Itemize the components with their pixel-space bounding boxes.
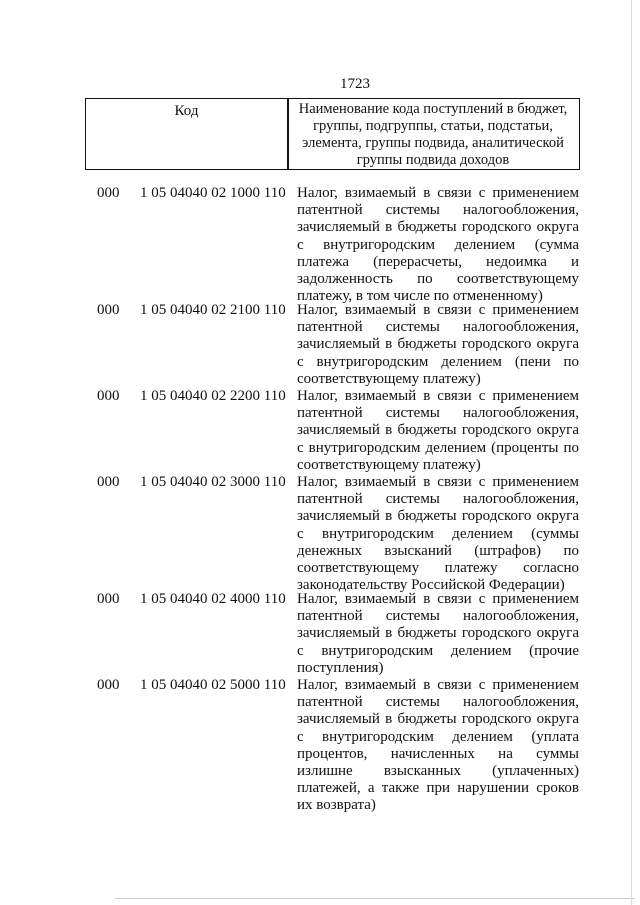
budget-code: 1 05 04040 02 2100 110 xyxy=(140,302,286,318)
table-body xyxy=(0,185,640,817)
scan-edge-right xyxy=(631,0,632,905)
budget-code: 1 05 04040 02 5000 110 xyxy=(140,677,286,693)
table-row xyxy=(0,302,640,388)
budget-code: 1 05 04040 02 4000 110 xyxy=(140,591,286,607)
admin-code: 000 xyxy=(97,677,120,693)
table-row xyxy=(0,474,640,594)
admin-code: 000 xyxy=(97,388,120,404)
scan-edge-bottom xyxy=(115,898,635,899)
code-description: Налог, взимаемый в связи с применением патентной системы налогообложения, зачисляемый в бюджеты городского округа с внутригородским делением (прочие поступления) xyxy=(297,591,579,676)
admin-code: 000 xyxy=(97,185,120,201)
table-row xyxy=(0,591,640,677)
budget-code: 1 05 04040 02 3000 110 xyxy=(140,474,286,490)
budget-code: 1 05 04040 02 2200 110 xyxy=(140,388,286,404)
budget-code: 1 05 04040 02 1000 110 xyxy=(140,185,286,201)
code-description: Налог, взимаемый в связи с применением патентной системы налогообложения, зачисляемый в бюджеты городского округа с внутригородским делением (сумма платежа (перерасчеты, недоимка и задолженность по соответствующему платежу, в том числе по отмененному) xyxy=(297,185,579,305)
page-number: 1723 xyxy=(340,76,370,92)
code-description: Налог, взимаемый в связи с применением патентной системы налогообложения, зачисляемый в бюджеты городского округа с внутригородским делением (проценты по соответствующему платежу) xyxy=(297,388,579,473)
admin-code: 000 xyxy=(97,302,120,318)
header-code-label: Код xyxy=(174,103,199,119)
table-row xyxy=(0,677,640,817)
table-header xyxy=(85,98,580,170)
code-description: Налог, взимаемый в связи с применением патентной системы налогообложения, зачисляемый в бюджеты городского округа с внутригородским делением (суммы денежных взысканий (штрафов) по соответствующему платежу согласно законодательству Российской Федерации) xyxy=(297,474,579,594)
table-row xyxy=(0,388,640,474)
code-description: Налог, взимаемый в связи с применением патентной системы налогообложения, зачисляемый в бюджеты городского округа с внутригородским делением (пени по соответствующему платежу) xyxy=(297,302,579,387)
header-name-label: Наименование кода поступлений в бюджет, группы, подгруппы, статьи, подстатьи, элемента, группы подвида, аналитической группы подвида доходов xyxy=(298,101,568,168)
table-row xyxy=(0,185,640,305)
code-description: Налог, взимаемый в связи с применением патентной системы налогообложения, зачисляемый в бюджеты городского округа с внутригородским делением (уплата процентов, начисленных на суммы излишне взысканных (уплаченных) платежей, а также при нарушении сроков их возврата) xyxy=(297,677,579,814)
admin-code: 000 xyxy=(97,591,120,607)
admin-code: 000 xyxy=(97,474,120,490)
